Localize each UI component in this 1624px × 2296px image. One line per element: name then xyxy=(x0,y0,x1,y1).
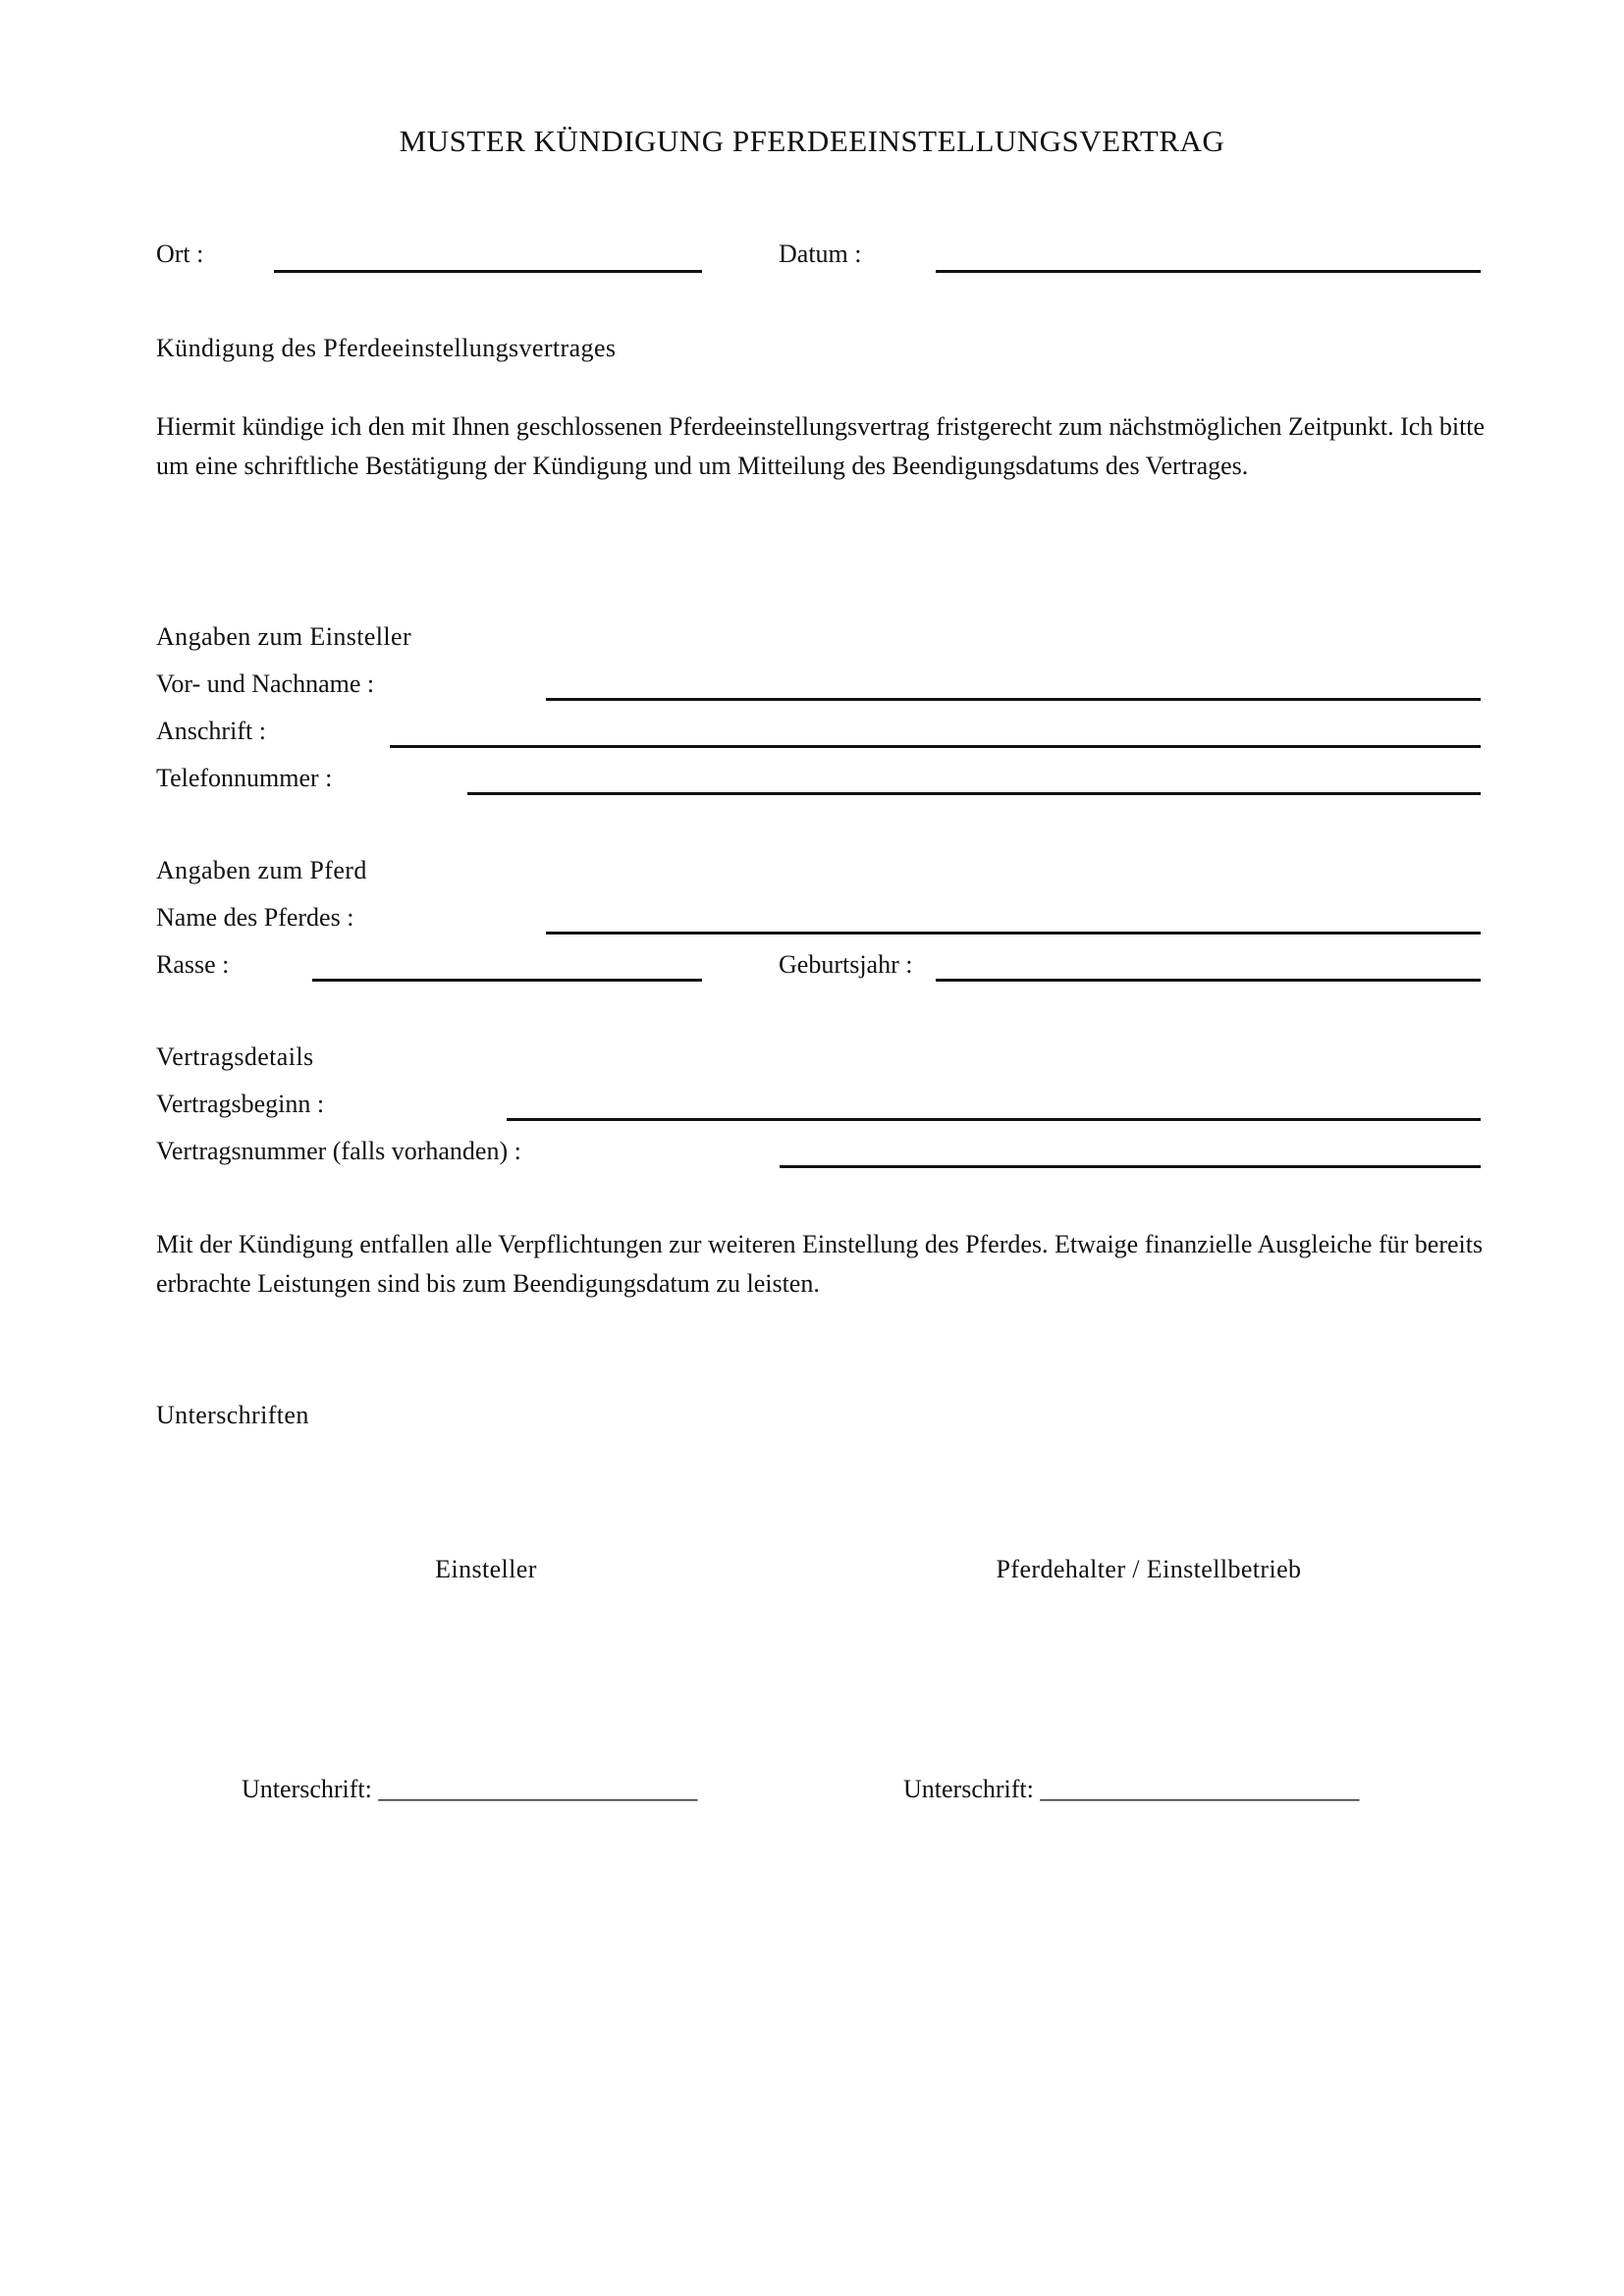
owner-name-label: Vor- und Nachname : xyxy=(156,669,375,698)
signatures-heading: Unterschriften xyxy=(156,1401,309,1429)
date-field[interactable] xyxy=(936,270,1481,273)
contract-start-field[interactable] xyxy=(507,1118,1481,1121)
owner-section-heading: Angaben zum Einsteller xyxy=(156,622,412,651)
place-field[interactable] xyxy=(274,270,702,273)
birth-year-field[interactable] xyxy=(936,979,1481,982)
left-signature-line[interactable]: Unterschrift: _________________________ xyxy=(242,1775,698,1803)
horse-section-heading: Angaben zum Pferd xyxy=(156,856,367,884)
right-signature-line[interactable]: Unterschrift: _________________________ xyxy=(903,1775,1360,1803)
place-label: Ort : xyxy=(156,240,204,268)
contract-number-field[interactable] xyxy=(780,1165,1481,1168)
left-party-label: Einsteller xyxy=(435,1555,537,1583)
contract-number-label: Vertragsnummer (falls vorhanden) : xyxy=(156,1137,521,1165)
contract-section-heading: Vertragsdetails xyxy=(156,1042,314,1071)
breed-label: Rasse : xyxy=(156,950,230,979)
horse-name-field[interactable] xyxy=(546,932,1481,934)
breed-field[interactable] xyxy=(312,979,702,982)
contract-start-label: Vertragsbeginn : xyxy=(156,1090,325,1118)
right-party-label: Pferdehalter / Einstellbetrieb xyxy=(996,1555,1302,1583)
horse-name-label: Name des Pferdes : xyxy=(156,903,354,932)
closing-paragraph: Mit der Kündigung entfallen alle Verpflichtungen zur weiteren Einstellung des Pferdes. Etwaige finanzielle Ausgleiche für bereits erbrachte Leistungen sind bis zum Beendigungsdatum zu leisten. xyxy=(156,1230,1484,1298)
owner-name-field[interactable] xyxy=(546,698,1481,701)
owner-phone-label: Telefonnummer : xyxy=(156,764,333,792)
intro-paragraph: Hiermit kündige ich den mit Ihnen geschlossenen Pferdeeinstellungsvertrag fristgerecht zum nächstmöglichen Zeitpunkt. Ich bitte um eine schriftliche Bestätigung der Kündigung und um Mitteilung des Beendigungsdatums des Vertrages. xyxy=(156,412,1486,480)
birth-year-label: Geburtsjahr : xyxy=(779,950,913,979)
owner-address-field[interactable] xyxy=(390,745,1481,748)
subject-line: Kündigung des Pferdeeinstellungsvertrages xyxy=(156,334,617,362)
owner-phone-field[interactable] xyxy=(467,792,1481,795)
date-label: Datum : xyxy=(779,240,862,268)
owner-address-label: Anschrift : xyxy=(156,717,266,745)
document-title: MUSTER KÜNDIGUNG PFERDEEINSTELLUNGSVERTRAG xyxy=(399,124,1225,158)
